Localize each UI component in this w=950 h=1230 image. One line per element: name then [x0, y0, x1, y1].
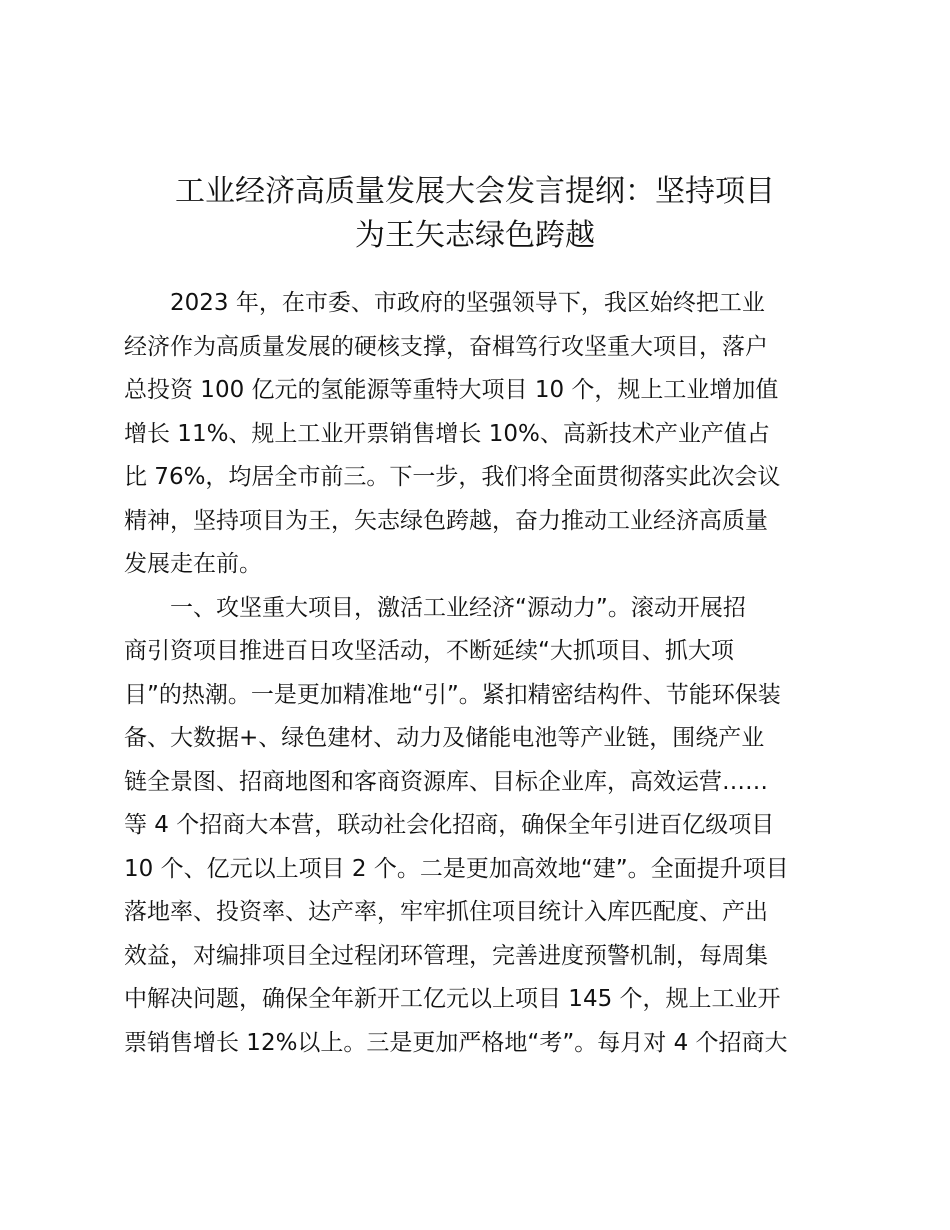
body-line: 发展走在前。: [124, 551, 262, 577]
body-line: 落地率、投资率、达产率，牢牢抓住项目统计入库匹配度、产出: [124, 899, 768, 925]
body-line: 目”的热潮。一是更加精准地“引”。紧扣精密结构件、节能环保装: [124, 682, 781, 708]
document-title-line-2: 为王矢志绿色跨越: [355, 218, 595, 253]
body-line: 备、大数据+、绿色建材、动力及储能电池等产业链，围绕产业: [124, 725, 765, 751]
body-line: 一、攻坚重大项目，激活工业经济“源动力”。滚动开展招: [124, 595, 746, 621]
body-line: 增长 11%、规上工业开票销售增长 10%、高新技术产业产值占: [124, 421, 770, 447]
body-line: 等 4 个招商大本营，联动社会化招商，确保全年引进百亿级项目: [124, 812, 775, 838]
body-line: 2023 年，在市委、市政府的坚强领导下，我区始终把工业: [124, 290, 765, 316]
body-line: 效益，对编排项目全过程闭环管理，完善进度预警机制，每周集: [124, 943, 768, 969]
body-line: 经济作为高质量发展的硬核支撑，奋楫笃行攻坚重大项目，落户: [124, 334, 768, 360]
body-line: 商引资项目推进百日攻坚活动，不断延续“大抓项目、抓大项: [124, 638, 734, 664]
body-line: 10 个、亿元以上项目 2 个。二是更加高效地“建”。全面提升项目: [124, 856, 789, 882]
body-line: 精神，坚持项目为王，矢志绿色跨越，奋力推动工业经济高质量: [124, 508, 768, 534]
body-line: 总投资 100 亿元的氢能源等重特大项目 10 个，规上工业增加值: [124, 377, 779, 403]
body-line: 中解决问题，确保全年新开工亿元以上项目 145 个，规上工业开: [124, 986, 781, 1012]
body-line: 票销售增长 12%以上。三是更加严格地“考”。每月对 4 个招商大: [124, 1030, 788, 1056]
body-line: 比 76%，均居全市前三。下一步，我们将全面贯彻落实此次会议: [124, 464, 781, 490]
body-line: 链全景图、招商地图和客商资源库、目标企业库，高效运营……: [124, 769, 768, 795]
document-title-line-1: 工业经济高质量发展大会发言提纲：坚持项目: [175, 174, 775, 209]
